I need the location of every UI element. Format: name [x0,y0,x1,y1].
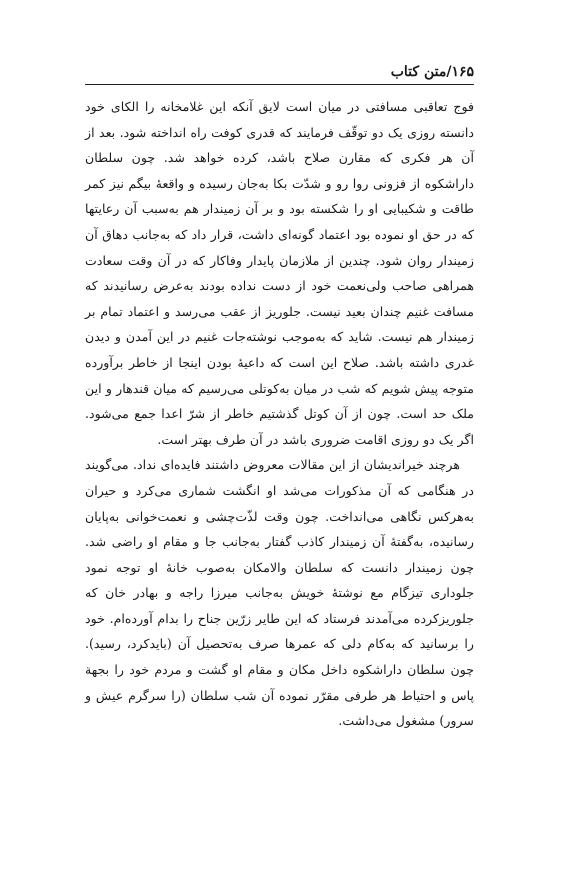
paragraph: فوج تعاقبی مسافتی در میان است لایق آنکه این غلامخانه را الکای خود دانسته روزی یک دو توقّف فرمایند که قدری کوفت راه انداخته شود. بعد از آن هر فکری که مقارن صلاح باشد، کرده خواهد شد. چون سلطان داراشکوه از فزونی روا رو و شدّت بکا به‌جان رسیده و واقعهٔ بیگم نیز کمر طاقت و شکیبایی او را شکسته بود و بر آن زمیندار هم به‌سبب آن رعایتها که در حق او نموده بود اعتماد گونه‌ای داشت، قرار داد که به‌جانب دهاق آن زمیندار روان شود. چندین از ملازمان پایدار وفاکار که در آن وقت سعادت همراهی صاحب ولی‌نعمت خود از دست نداده بودند به‌عرض رسانیدند که مسافت غنیم چندان بعید نیست. جلوریز از عقب می‌رسد و اعتماد تمام بر زمیندار هم نیست. شاید که به‌موجب نوشته‌جات غنیم در این آمدن و دیدن غدری داشته باشد. صلاح این است که داعیهٔ بودن اینجا از خاطر برآورده متوجه پیش شویم که شب در میان به‌کوتلی می‌رسیم که میان قندهار و این ملک حد است. چون از آن کوتل گذشتیم خاطر از شرّ اعدا جمع می‌شود. اگر یک دو روزی اقامت ضروری باشد در آن طرف بهتر است. [85,99,474,447]
body-text [85,94,474,734]
header-rule [85,84,474,85]
paragraph: هرچند خیراندیشان از این مقالات معروض داشتند فایده‌ای نداد. می‌گویند در هنگامی که آن مذکورات می‌شد او انگشت شماری می‌کرد و حیران به‌هرکس نگاهی می‌انداخت. چون وقت لذّت‌چشی و نعمت‌خوانی به‌پایان رسانیده، به‌گفتهٔ آن زمیندار کاذب گفتار به‌جانب جا و مقام او راضی شد. چون زمیندار دانست که سلطان والامکان به‌صوب خانهٔ او توجه نمود جلوداری تیزگام مع نوشتهٔ خویش به‌جانب میرزا راجه و بهادر خان که جلوریزکرده می‌آمدند فرستاد که این طایر زرّین جناح را بدام آورده‌ام. خود را برسانید که به‌کام دلی که عمرها صرف به‌تحصیل آن (بایدکرد، رسید). چون سلطان داراشکوه داخل مکان و مقام او گشت و مردم خود را بجهة پاس و احتیاط هر طرفی مقرّر نموده آن شب سلطان (را سرگرم عیش و سرور) مشغول می‌داشت. [85,457,474,729]
running-header: ۱۶۵/متن کتاب [390,64,474,80]
